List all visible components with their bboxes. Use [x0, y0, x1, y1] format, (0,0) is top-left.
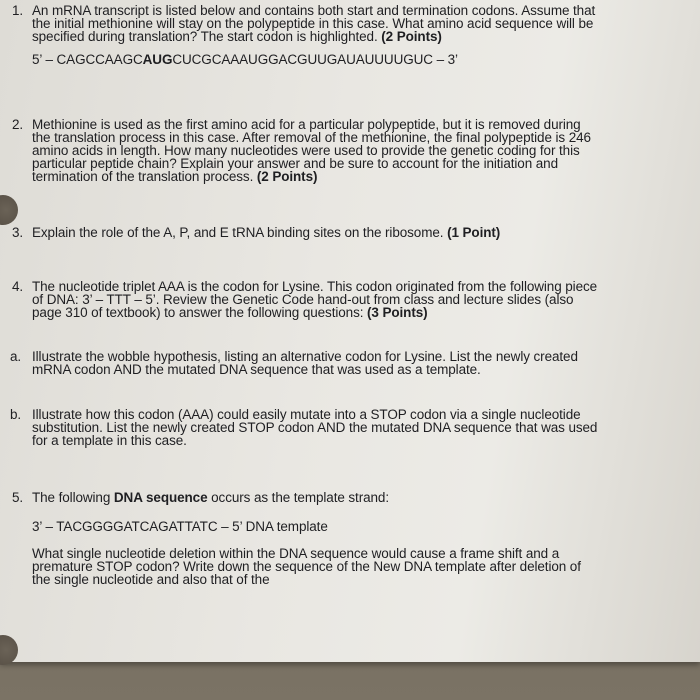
- question-number: 2.: [12, 117, 24, 132]
- question-text: Explain the role of the A, P, and E tRNA binding sites on the ribosome. (1 Point): [32, 225, 501, 240]
- question-2: [12, 117, 598, 184]
- punch-hole: [0, 195, 18, 225]
- question-4b: [10, 407, 598, 448]
- question-4: [12, 279, 598, 320]
- points-label: (2 Points): [256, 169, 318, 184]
- start-codon: AUG: [142, 52, 173, 67]
- question-number: 1.: [12, 3, 24, 18]
- points-label: (1 Point): [447, 225, 501, 240]
- mrna-sequence: 5’ – CAGCCAAGCAUGCUCGCAAAUGGACGUUGAUAUUUUGUC – 3’: [32, 52, 458, 67]
- question-text: An mRNA transcript is listed below and contains both start and termination codons. Assume that the initial methionine will stay on the polypeptide in this case. What amino acid sequence will be specified during translation? The start codon is highlighted. (2 Points): [32, 3, 596, 44]
- question-3: [12, 225, 598, 240]
- points-label: (3 Points): [367, 305, 428, 320]
- question-number: a.: [10, 349, 22, 364]
- question-4a: [10, 349, 598, 377]
- question-number: 3.: [12, 225, 24, 240]
- question-text: Illustrate the wobble hypothesis, listing an alternative codon for Lysine. List the newly created mRNA codon AND the mutated DNA sequence that was used as a template.: [32, 349, 578, 377]
- question-text: Illustrate how this codon (AAA) could easily mutate into a STOP codon via a single nucleotide substitution. List the newly created STOP codon AND the mutated DNA sequence that was used for a template in this case.: [32, 407, 598, 448]
- question-text-continued: What single nucleotide deletion within the DNA sequence would cause a frame shift and a premature STOP codon? Write down the sequence of the New DNA template after deletion of the single nucleotide and also that of the: [32, 546, 581, 587]
- question-5: [12, 490, 598, 587]
- question-text: Methionine is used as the first amino acid for a particular polypeptide, but it is removed during the translation process in this case. After removal of the methionine, the final polypeptide is 246 amino acids in length. How many nucleotides were used to provide the genetic coding for this particular peptide chain? Explain your answer and be sure to account for the initiation and termination of the translation process. (2 Points): [32, 117, 591, 184]
- question-1: [12, 3, 600, 67]
- question-number: b.: [10, 407, 22, 422]
- dna-template-sequence: 3’ – TACGGGGATCAGATTATC – 5’ DNA template: [32, 519, 328, 534]
- question-text: The nucleotide triplet AAA is the codon for Lysine. This codon originated from the following piece of DNA: 3’ – TTT – 5’. Review the Genetic Code hand-out from class and lecture slides (also page 310 of textbook) to answer the following questions: (3 Points): [32, 279, 598, 320]
- dna-sequence-bold: DNA sequence: [113, 490, 208, 505]
- question-text: The following DNA sequence occurs as the template strand:: [32, 490, 389, 505]
- points-label: (2 Points): [381, 29, 442, 44]
- question-number: 5.: [12, 490, 24, 505]
- question-number: 4.: [12, 279, 24, 294]
- punch-hole: [0, 635, 18, 665]
